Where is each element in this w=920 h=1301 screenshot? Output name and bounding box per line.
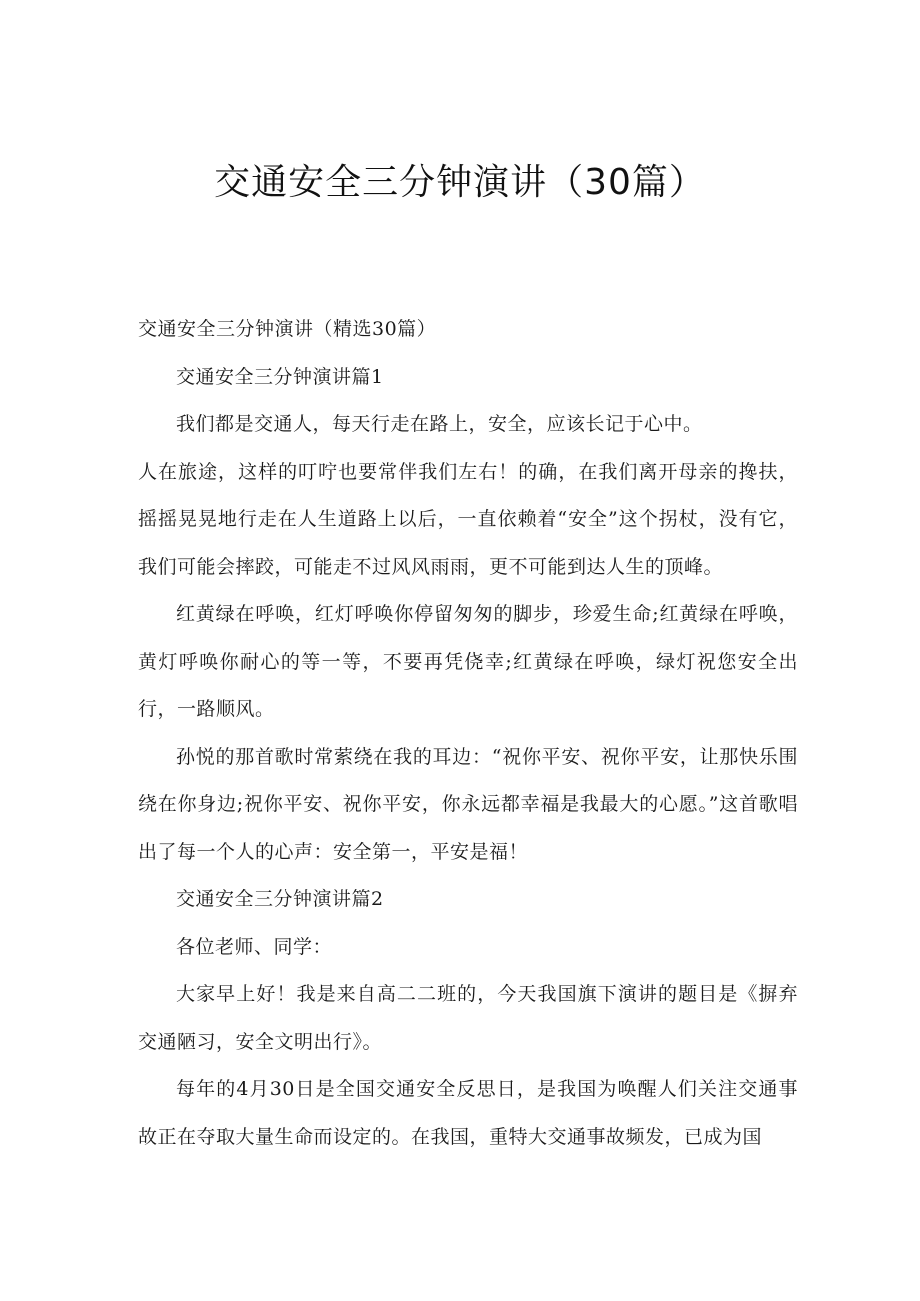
body-paragraph: 孙悦的那首歌时常萦绕在我的耳边：“祝你平安、祝你平安，让那快乐围绕在你身边;祝你平安、祝你平安，你永远都幸福是我最大的心愿。”这首歌唱出了每一个人的心声：安全第一，平安是福！ [138, 745, 798, 863]
body-paragraph: 人在旅途，这样的叮咛也要常伴我们左右！的确，在我们离开母亲的搀扶，摇摇晃晃地行走在人生道路上以后，一直依赖着“安全”这个拐杖，没有它，我们可能会摔跤，可能走不过风风雨雨，更不可能到达人生的顶峰。 [138, 460, 798, 578]
body-paragraph: 大家早上好！我是来自高二二班的，今天我国旗下演讲的题目是《摒弃交通陋习，安全文明出行》。 [138, 983, 798, 1053]
body-paragraph: 每年的4月30日是全国交通安全反思日，是我国为唤醒人们关注交通事故正在夺取大量生命而设定的。在我国，重特大交通事故频发，已成为国 [138, 1078, 798, 1148]
body-paragraph: 我们都是交通人，每天行走在路上，安全，应该长记于心中。 [176, 413, 703, 435]
document-body [138, 306, 798, 1161]
section-heading-1: 交通安全三分钟演讲篇1 [176, 365, 384, 388]
section-heading-2: 交通安全三分钟演讲篇2 [176, 888, 384, 910]
body-paragraph: 红黄绿在呼唤，红灯呼唤你停留匆匆的脚步，珍爱生命;红黄绿在呼唤，黄灯呼唤你耐心的等一等，不要再凭侥幸;红黄绿在呼唤，绿灯祝您安全出行，一路顺风。 [138, 603, 798, 720]
document-title: 交通安全三分钟演讲（30篇） [214, 162, 706, 203]
subtitle-paragraph: 交通安全三分钟演讲（精选30篇） [138, 318, 437, 340]
salutation-paragraph: 各位老师、同学： [176, 935, 333, 958]
